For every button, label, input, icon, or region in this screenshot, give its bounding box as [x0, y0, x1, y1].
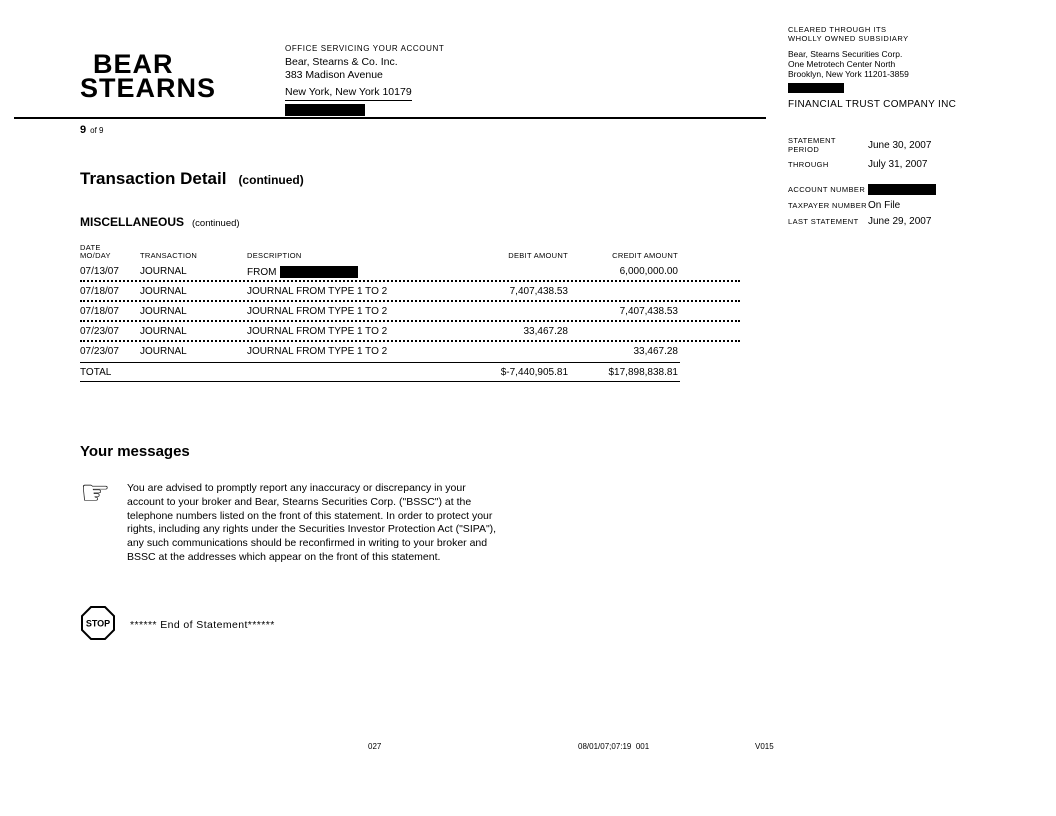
cell-date: 07/18/07 [80, 286, 119, 297]
bear-stearns-logo [80, 49, 217, 103]
table-row [80, 262, 740, 282]
end-of-statement-text: ****** End of Statement****** [130, 619, 275, 631]
col-header-transaction: TRANSACTION [140, 251, 198, 260]
messages-body: You are advised to promptly report any inaccuracy or discrepancy in your account to your broker and Bear, Stearns Securities Corp. ("BSSC") at the telephone numbers listed on the front of this statement. In order to protect your rights, including any rights under the Securities Investor Protection Act ("SIPA"), any such communications should be reconfirmed in writing to your broker and BSSC at the addresses which appear on the front of this statement. [127, 482, 497, 563]
office-redaction-bar [285, 104, 365, 116]
statement-period-label: STATEMENT PERIOD [788, 136, 836, 154]
cell-description: JOURNAL FROM TYPE 1 TO 2 [247, 326, 388, 337]
cell-transaction: JOURNAL [140, 346, 187, 357]
table-row [80, 342, 740, 362]
description-redaction-bar [280, 266, 358, 278]
cell-date: 07/23/07 [80, 346, 119, 357]
table-row [80, 322, 740, 342]
stop-sign-icon [80, 605, 116, 646]
account-number-label: ACCOUNT NUMBER [788, 185, 866, 194]
page-number [80, 124, 103, 136]
table-row [80, 302, 740, 322]
office-line-2: 383 Madison Avenue [285, 69, 383, 81]
footer-timestamp: 08/01/07;07:19 001 [578, 742, 650, 751]
cell-date: 07/23/07 [80, 326, 119, 337]
cell-credit: 7,407,438.53 [619, 306, 678, 317]
cell-description: JOURNAL FROM TYPE 1 TO 2 [247, 286, 388, 297]
total-label: TOTAL [80, 367, 112, 378]
total-row [80, 363, 680, 381]
cell-transaction: JOURNAL [140, 326, 187, 337]
cell-transaction: JOURNAL [140, 306, 187, 317]
office-line-3: New York, New York 10179 [285, 86, 412, 101]
subsection-title [80, 215, 240, 229]
last-statement-row [788, 216, 1028, 227]
footer-code-right: V015 [755, 742, 774, 751]
stop-sign-label: STOP [85, 618, 111, 629]
taxpayer-number-value: On File [868, 200, 901, 211]
statement-info-block [788, 136, 1028, 232]
pointing-hand-icon: ☞ [80, 474, 111, 512]
through-row [788, 159, 1028, 170]
section-title [80, 169, 304, 189]
last-statement-value: June 29, 2007 [868, 216, 932, 227]
office-line-1: Bear, Stearns & Co. Inc. [285, 56, 398, 68]
account-number-redaction-bar [868, 184, 936, 195]
taxpayer-number-label: TAXPAYER NUMBER [788, 201, 867, 210]
cell-debit: 33,467.28 [523, 326, 568, 337]
cell-transaction: JOURNAL [140, 266, 187, 277]
office-servicing-label: OFFICE SERVICING YOUR ACCOUNT [285, 44, 445, 53]
header-divider [14, 117, 766, 119]
logo-line-2: STEARNS [80, 73, 217, 103]
cell-date: 07/18/07 [80, 306, 119, 317]
logo-line-1: BEAR [93, 49, 174, 79]
cleared-line-2: One Metrotech Center North [788, 59, 896, 69]
cell-description: JOURNAL FROM TYPE 1 TO 2 [247, 346, 388, 357]
statement-period-value: June 30, 2007 [868, 139, 932, 151]
cell-description [247, 266, 358, 278]
cleared-line-3: Brooklyn, New York 11201-3859 [788, 69, 909, 79]
cleared-label-1: CLEARED THROUGH ITS [788, 25, 887, 34]
table-header [80, 240, 740, 262]
total-debit: $-7,440,905.81 [500, 367, 568, 378]
through-label: THROUGH [788, 160, 829, 169]
cell-transaction: JOURNAL [140, 286, 187, 297]
subsection-continued: (continued) [192, 218, 240, 229]
col-header-debit: DEBIT AMOUNT [508, 251, 568, 260]
cleared-line-1: Bear, Stearns Securities Corp. [788, 49, 903, 59]
page-number-of: of 9 [90, 126, 104, 135]
section-title-continued: (continued) [238, 173, 304, 187]
taxpayer-number-row [788, 200, 1028, 211]
cell-date: 07/13/07 [80, 266, 119, 277]
statement-period-row [788, 136, 1028, 154]
cell-debit: 7,407,438.53 [509, 286, 568, 297]
cell-description: JOURNAL FROM TYPE 1 TO 2 [247, 306, 388, 317]
cleared-redaction-bar [788, 83, 844, 93]
page-number-current: 9 [80, 124, 87, 136]
table-row [80, 282, 740, 302]
last-statement-label: LAST STATEMENT [788, 217, 859, 226]
cell-credit: 6,000,000.00 [619, 266, 678, 277]
section-title-text: Transaction Detail [80, 169, 227, 188]
col-header-credit: CREDIT AMOUNT [612, 251, 678, 260]
through-value: July 31, 2007 [868, 159, 928, 170]
cell-credit: 33,467.28 [633, 346, 678, 357]
footer-code-left: 027 [368, 742, 382, 751]
col-header-date [80, 244, 111, 260]
subsection-title-text: MISCELLANEOUS [80, 215, 185, 229]
col-header-date-line2: MO/DAY [80, 251, 111, 260]
account-number-row [788, 184, 1028, 195]
total-credit: $17,898,838.81 [608, 367, 678, 378]
transaction-table [80, 240, 740, 382]
col-header-date-line1: DATE [80, 243, 101, 252]
col-header-description: DESCRIPTION [247, 251, 302, 260]
financial-trust-company: FINANCIAL TRUST COMPANY INC [788, 99, 957, 110]
messages-title: Your messages [80, 443, 190, 460]
office-servicing-block [285, 44, 444, 116]
cell-description-text: FROM [247, 266, 277, 278]
cleared-label-2: WHOLLY OWNED SUBSIDIARY [788, 34, 909, 43]
cleared-through-block [788, 25, 956, 110]
total-divider-bottom [80, 381, 680, 382]
